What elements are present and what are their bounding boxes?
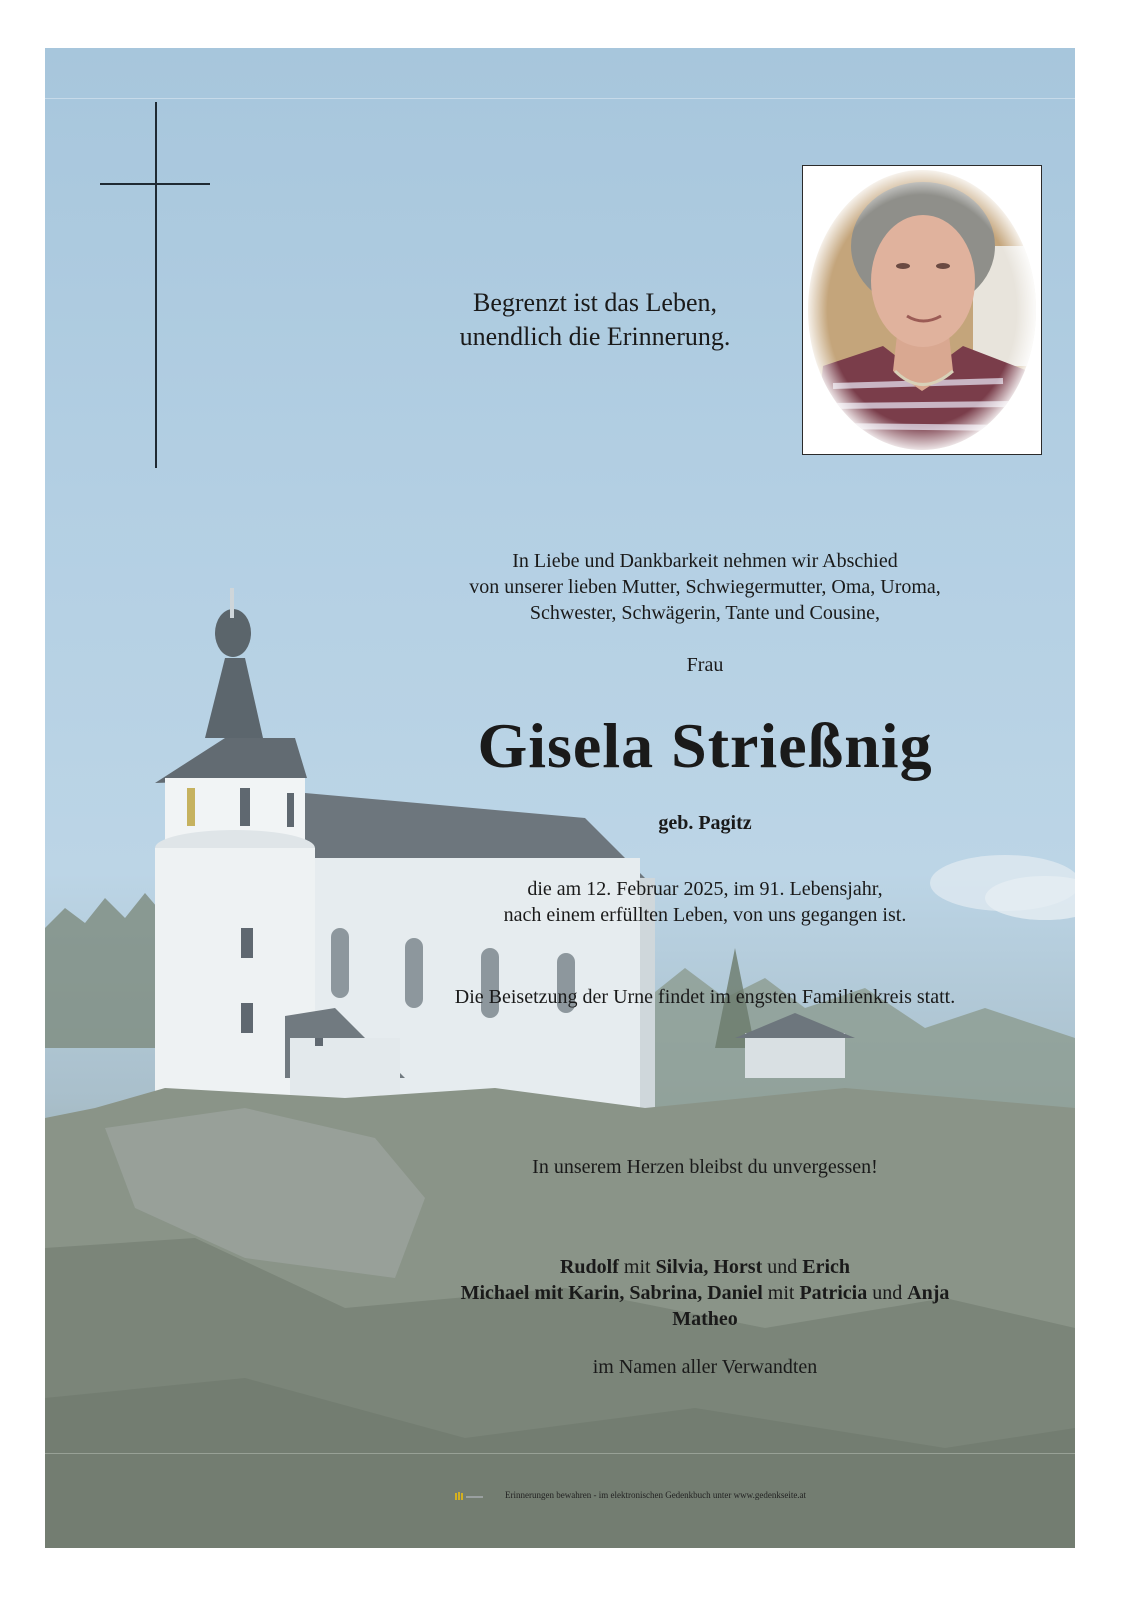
portrait-photo	[802, 165, 1042, 455]
intro-line: Schwester, Schwägerin, Tante und Cousine,	[529, 602, 881, 624]
deceased-name: Gisela Strießnig	[477, 710, 933, 781]
birth-name: geb. Pagitz	[658, 812, 752, 834]
family-line-2: Michael mit Karin, Sabrina, Daniel mit Patricia und Anja	[460, 1282, 950, 1304]
closing-line: In unserem Herzen bleibst du unvergessen!	[532, 1156, 878, 1178]
death-line: nach einem erfüllten Leben, von uns gegangen ist.	[503, 904, 907, 926]
farewell-intro	[415, 548, 995, 626]
funeral-home-logo-icon	[455, 1491, 485, 1501]
family-line-1: Rudolf mit Silvia, Horst und Erich	[559, 1256, 851, 1278]
quote-line: unendlich die Erinnerung.	[459, 322, 731, 351]
death-notice	[445, 876, 965, 928]
quote-line: Begrenzt ist das Leben,	[472, 288, 718, 317]
intro-line: In Liebe und Dankbarkeit nehmen wir Abschied	[512, 550, 898, 572]
burial-notice: Die Beisetzung der Urne findet im engsten Familienkreis statt.	[454, 986, 956, 1008]
memorial-quote	[365, 286, 825, 354]
salutation: Frau	[686, 654, 724, 676]
footer	[455, 1488, 915, 1502]
family-members	[395, 1254, 1015, 1332]
footer-text: Erinnerungen bewahren - im elektronischen Gedenkbuch unter www.gedenkseite.at	[505, 1490, 807, 1500]
relatives-line: im Namen aller Verwandten	[592, 1356, 818, 1378]
intro-line: von unserer lieben Mutter, Schwiegermutter, Oma, Uroma,	[469, 576, 941, 598]
family-line-3: Matheo	[672, 1308, 738, 1330]
death-line: die am 12. Februar 2025, im 91. Lebensjahr,	[527, 878, 883, 900]
top-rule	[45, 98, 1075, 99]
obituary-card	[45, 48, 1075, 1548]
